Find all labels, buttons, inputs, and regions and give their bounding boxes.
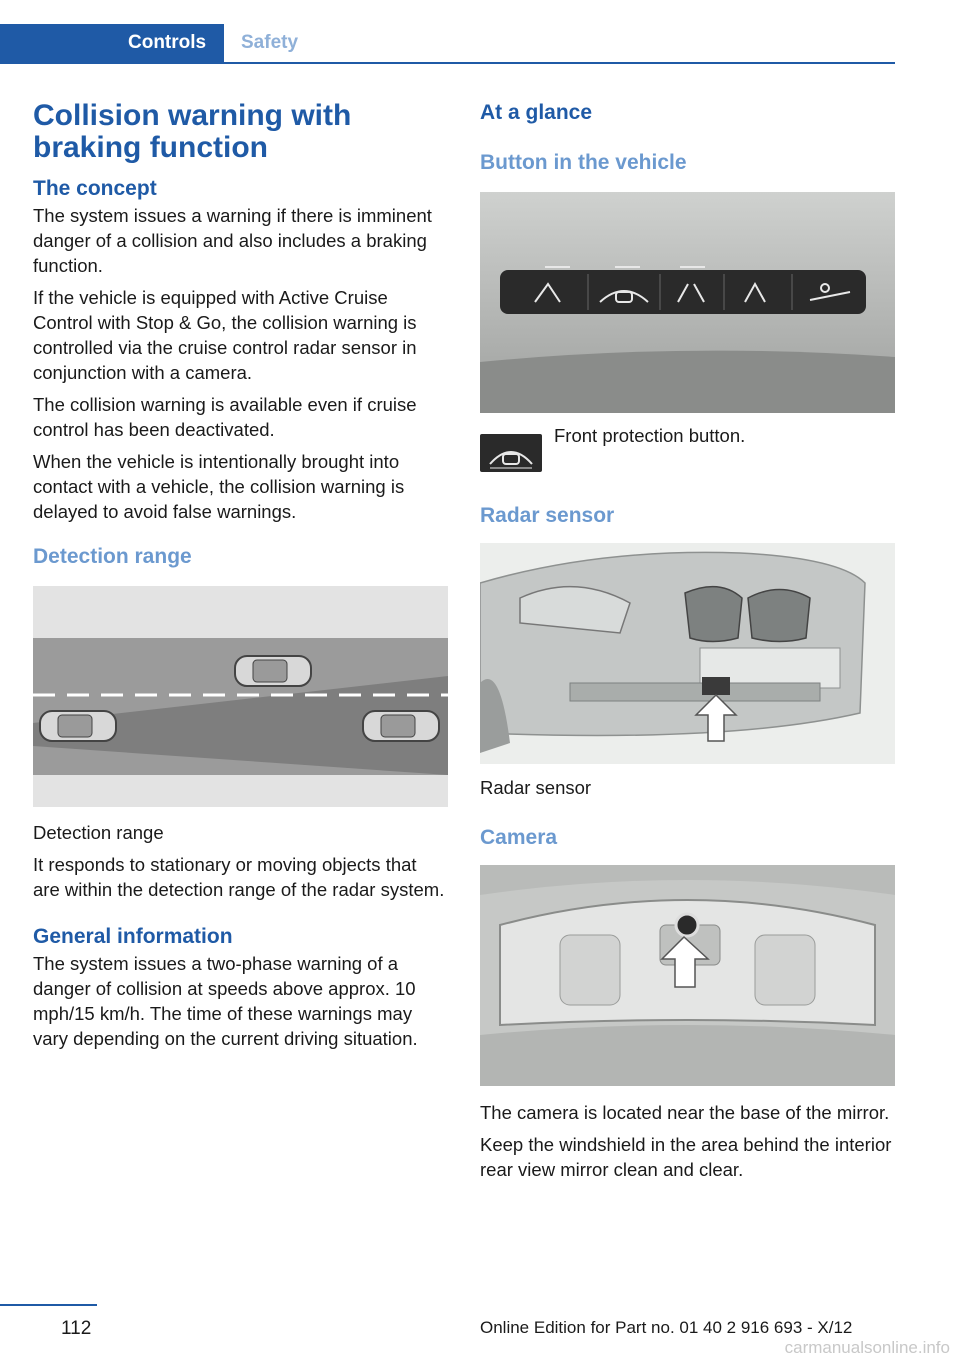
tab-controls[interactable]: Controls [110,24,224,62]
concept-paragraph-1: The system issues a warning if there is imminent danger of a collision and also includes a braking function. [33,205,432,276]
concept-paragraph-2: If the vehicle is equipped with Active Cruise Control with Stop & Go, the collision warning is controlled via the cruise control radar sensor in conjunction with a camera. [33,287,417,383]
button-panel-illustration [480,192,895,413]
concept-paragraph-4: When the vehicle is intentionally brought into contact with a vehicle, the collision warning is delayed to avoid false warnings. [33,451,405,522]
front-protection-button-icon [480,434,542,472]
general-information-paragraph: The system issues a two-phase warning of a danger of collision at speeds above approx. 10 mph/15 km/h. The time of these warnings may vary depending on the current driving situation. [33,953,418,1049]
tab-safety[interactable]: Safety [241,32,299,53]
detection-paragraph: It responds to stationary or moving objects that are within the detection range of the radar system. [33,854,445,900]
concept-heading: The concept [33,177,157,200]
camera-paragraph-1: The camera is located near the base of the mirror. [480,1102,890,1123]
detection-range-illustration [33,586,448,807]
front-protection-caption: Front protection button. [554,425,746,446]
camera-heading: Camera [480,826,558,849]
button-panel-figure [480,192,895,413]
detection-range-figure [33,586,448,807]
radar-sensor-figure [480,543,895,764]
car-icon-ahead [363,711,439,741]
footer-rule [0,1304,97,1306]
detection-range-heading: Detection range [33,545,192,568]
right-column [480,100,895,1182]
watermark: carmanualsonline.info [784,1338,950,1357]
camera-paragraph-2: Keep the windshield in the area behind the interior rear view mirror clean and clear. [480,1134,892,1180]
radar-sensor-caption: Radar sensor [480,777,592,798]
camera-illustration [480,865,895,1086]
front-protection-row [480,425,895,475]
general-information-heading: General information [33,925,233,948]
radar-sensor-heading: Radar sensor [480,504,615,527]
camera-figure [480,865,895,1086]
at-a-glance-heading: At a glance [480,101,593,124]
concept-paragraph-3: The collision warning is available even if cruise control has been deactivated. [33,394,417,440]
chapter-tab-bar [0,24,895,64]
camera-lens-icon [676,914,698,936]
radar-sensor-illustration [480,543,895,764]
tab-bar-accent [0,24,110,62]
car-icon-front-lane [235,656,311,686]
car-icon-own-vehicle [40,711,116,741]
edition-footer: Online Edition for Part no. 01 40 2 916 693 - X/12 [480,1318,853,1337]
detection-range-caption: Detection range [33,822,164,843]
button-in-vehicle-heading: Button in the vehicle [480,151,687,174]
left-column [33,100,448,1051]
page-title: Collision warning with braking function [33,99,352,164]
page-number: 112 [61,1318,92,1339]
